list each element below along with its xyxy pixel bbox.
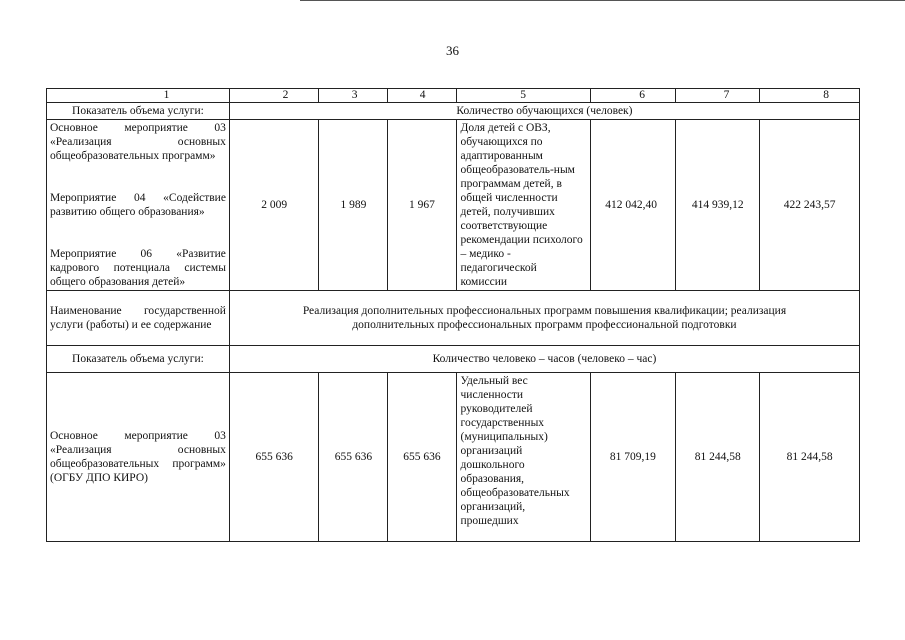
service-value: Реализация дополнительных профессиональных программ повышения квалификации; реализация дополнительных профессиональных программ профессиональной подготовки <box>229 291 859 346</box>
column-numbers-row <box>47 89 860 103</box>
row-value: Количество обучающихся (человек) <box>229 103 859 120</box>
column-number: 4 <box>388 89 456 103</box>
value-cell: 412 042,40 <box>590 120 675 291</box>
value-cell: 655 636 <box>229 373 318 542</box>
value-cell: 655 636 <box>319 373 388 542</box>
value-cell: 414 939,12 <box>676 120 760 291</box>
events-row <box>47 373 860 542</box>
event-text: Основное мероприятие 03 «Реализация основных общеобразовательных программ» <box>50 122 226 162</box>
value-cell: 1 967 <box>388 120 456 291</box>
events-cell <box>47 120 230 291</box>
column-number: 6 <box>590 89 675 103</box>
value-cell: 422 243,57 <box>760 120 860 291</box>
column-number: 8 <box>760 89 860 103</box>
value-cell: 81 709,19 <box>590 373 675 542</box>
column-number: 5 <box>456 89 590 103</box>
value-cell: 81 244,58 <box>760 373 860 542</box>
value-cell: 1 989 <box>319 120 388 291</box>
value-cell: 81 244,58 <box>676 373 760 542</box>
budget-table <box>46 88 860 542</box>
indicator-cell: Удельный вес численности руководителей государственных (муниципальных) организаций дошкольного образования, общеобразовательных организаций, прошедших <box>456 373 590 542</box>
column-number: 7 <box>676 89 760 103</box>
volume-indicator-row <box>47 346 860 373</box>
event-text: Мероприятие 06 «Развитие кадрового потенциала системы общего образования детей» <box>50 248 226 288</box>
indicator-cell: Доля детей с ОВЗ, обучающихся по адаптированным общеобразователь-ным программам детей, в общей численности детей, получивших соответствующие рекомендации психолого – медико - педагогической комиссии <box>456 120 590 291</box>
service-row <box>47 291 860 346</box>
events-row <box>47 120 860 291</box>
event-text: Основное мероприятие 03 «Реализация основных общеобразовательных программ» (ОГБУ ДПО КИРО) <box>47 373 230 542</box>
top-rule <box>300 0 905 1</box>
volume-indicator-row <box>47 103 860 120</box>
service-label: Наименование государственной услуги (работы) и ее содержание <box>47 291 230 346</box>
row-label: Показатель объема услуги: <box>47 103 230 120</box>
page-number: 36 <box>446 43 459 58</box>
event-text: Мероприятие 04 «Содействие развитию общего образования» <box>50 192 226 218</box>
column-number: 2 <box>229 89 318 103</box>
column-number: 1 <box>47 89 230 103</box>
row-value: Количество человеко – часов (человеко – час) <box>229 346 859 373</box>
value-cell: 2 009 <box>229 120 318 291</box>
row-label: Показатель объема услуги: <box>47 346 230 373</box>
value-cell: 655 636 <box>388 373 456 542</box>
column-number: 3 <box>319 89 388 103</box>
